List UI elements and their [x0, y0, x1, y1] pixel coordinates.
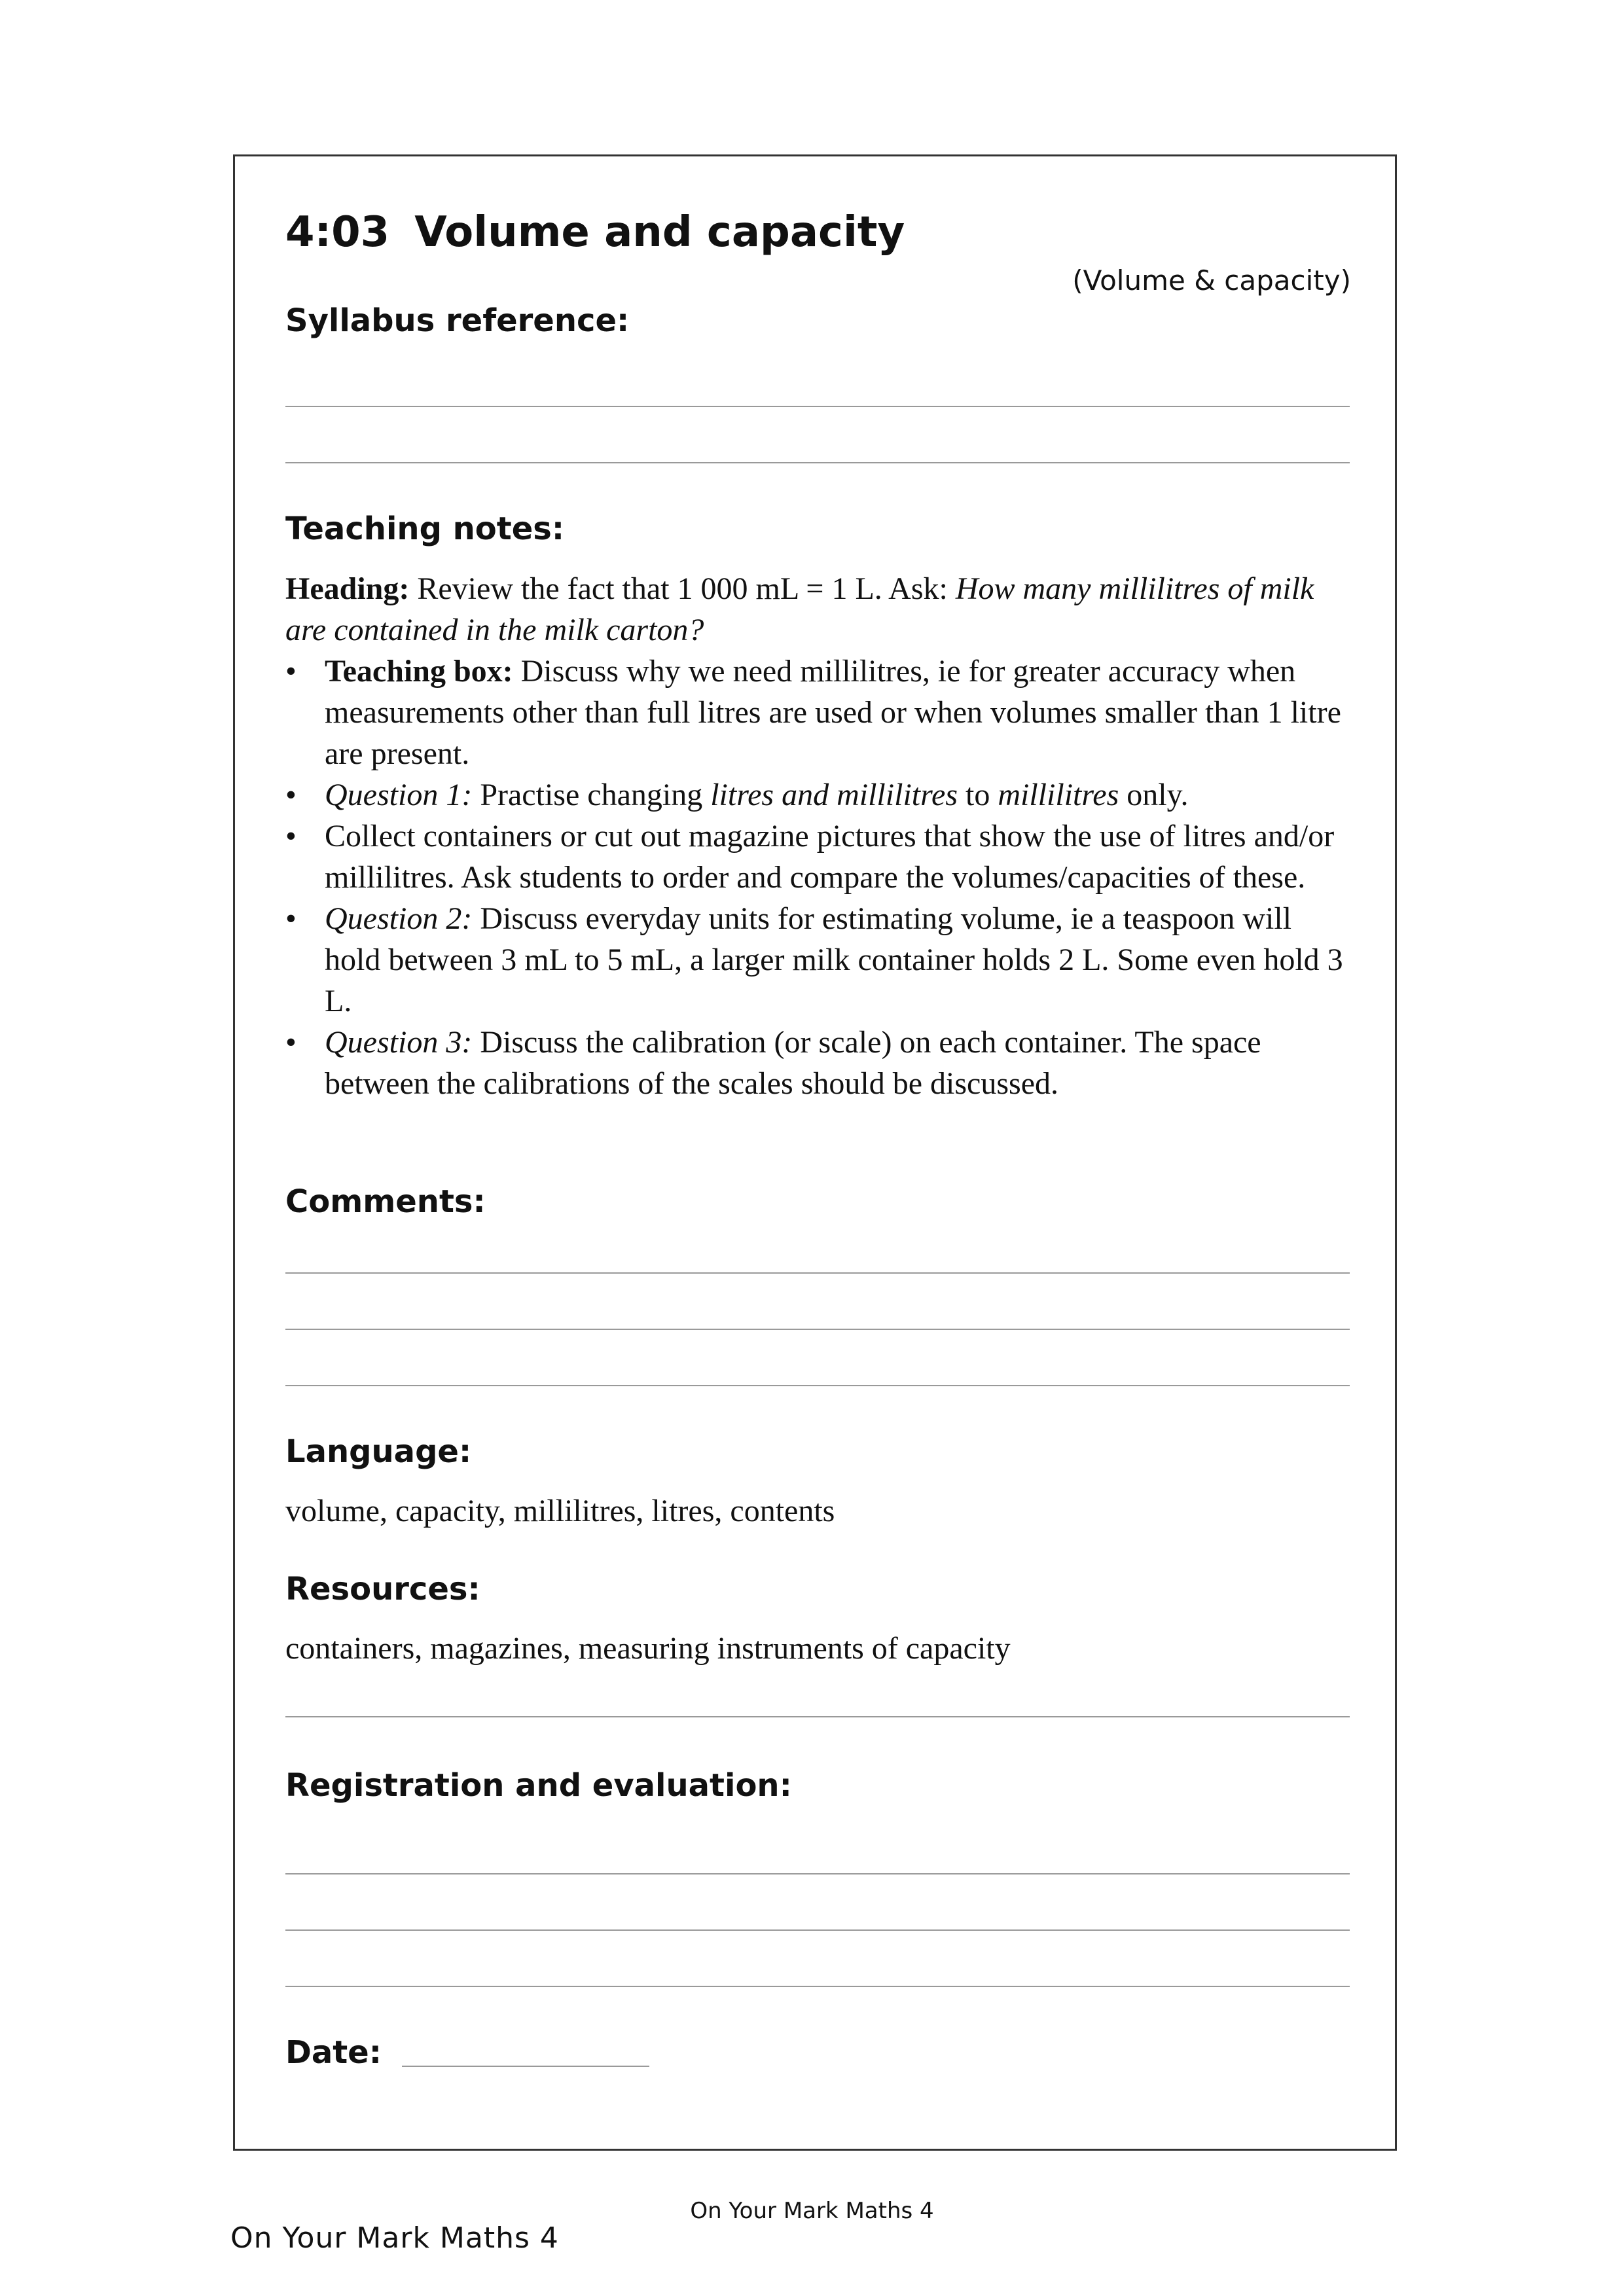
footer-left: On Your Mark Maths 4: [230, 2221, 559, 2255]
note-collect-containers: [285, 816, 1350, 898]
registration-line-1: [285, 1873, 1350, 1874]
resources-text: containers, magazines, measuring instruments of capacity: [285, 1631, 1011, 1666]
note-question-1-text-b: to: [958, 778, 998, 812]
note-question-2-text: Discuss everyday units for estimating volume, ie a teaspoon will hold between 3 mL to 5 mL, a larger milk container holds 2 L. Some even hold 3 L.: [325, 901, 1343, 1018]
note-teaching-box-text: Discuss why we need millilitres, ie for greater accuracy when measurements other than full litres are used or when volumes smaller than 1 litre are present.: [325, 654, 1341, 771]
note-collect-text: Collect containers or cut out magazine pictures that show the use of litres and/or millilitres. Ask students to order and compare the volumes/capacities of these.: [325, 819, 1335, 895]
note-question-2-label: Question 2:: [325, 901, 473, 936]
note-question-1-text-c: only.: [1119, 778, 1189, 812]
note-question-3-label: Question 3:: [325, 1025, 473, 1060]
note-question-1-label: Question 1:: [325, 778, 473, 812]
note-question-1-term-b: millilitres: [998, 778, 1119, 812]
resources-line: [285, 1716, 1350, 1717]
footer-center: On Your Mark Maths 4: [690, 2198, 934, 2224]
page-frame: [233, 154, 1397, 2151]
syllabus-line-2: [285, 462, 1350, 463]
heading-note-bold: Heading:: [285, 571, 410, 606]
heading-note-text: Review the fact that 1 000 mL = 1 L. Ask:: [409, 571, 956, 606]
note-question-1-text-a: Practise changing: [472, 778, 711, 812]
comments-line-1: [285, 1272, 1350, 1274]
note-teaching-box: [285, 651, 1350, 774]
note-question-1-term-a: litres and millilitres: [710, 778, 958, 812]
teaching-notes-label: Teaching notes:: [285, 511, 565, 547]
note-question-3: [285, 1022, 1350, 1104]
note-question-1: [285, 774, 1350, 816]
topic-tag: (Volume & capacity): [1072, 264, 1351, 296]
language-label: Language:: [285, 1433, 472, 1470]
heading-note-question: How many millilitres of milk are contained in the milk carton?: [285, 571, 1314, 647]
resources-label: Resources:: [285, 1571, 480, 1607]
date-label: Date:: [285, 2034, 382, 2071]
registration-label: Registration and evaluation:: [285, 1767, 792, 1804]
comments-line-2: [285, 1329, 1350, 1330]
syllabus-line-1: [285, 406, 1350, 407]
section-title: Volume and capacity: [414, 208, 905, 257]
note-teaching-box-bold: Teaching box:: [325, 654, 513, 689]
registration-line-3: [285, 1986, 1350, 1987]
note-question-3-text: Discuss the calibration (or scale) on each container. The space between the calibrations of the scales should be discussed.: [325, 1025, 1261, 1101]
page-title: [285, 208, 905, 257]
comments-line-3: [285, 1385, 1350, 1386]
comments-label: Comments:: [285, 1183, 486, 1220]
notes-list: [285, 651, 1350, 1104]
date-line: [402, 2066, 649, 2067]
registration-line-2: [285, 1929, 1350, 1931]
section-number: 4:03: [285, 208, 390, 257]
note-question-2: [285, 898, 1350, 1022]
language-text: volume, capacity, millilitres, litres, contents: [285, 1494, 835, 1528]
heading-note: [285, 568, 1350, 651]
teaching-notes: [285, 568, 1350, 1104]
syllabus-label: Syllabus reference:: [285, 302, 630, 339]
